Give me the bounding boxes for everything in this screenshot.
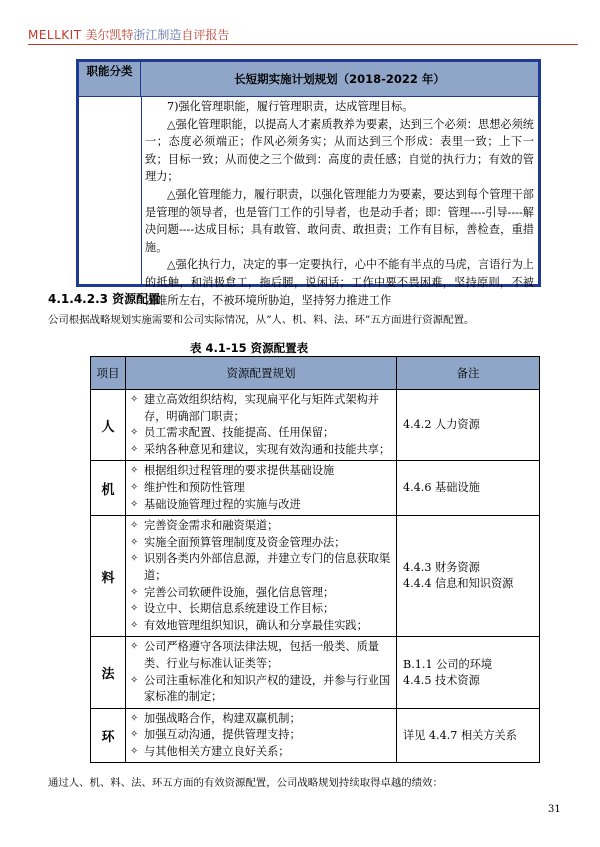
section-heading: 4.1.4.2.3 资源配置 [48,292,161,306]
resource-note-cell: 4.4.2 人力资源 [397,390,540,461]
resource-table-header-row [91,357,540,390]
plan-bullet-text: 公司严格遵守各项法律法规，包括一般类、质量类、行业与标准认证类等； [144,640,379,670]
diamond-bullet-icon: ✧ [130,712,139,724]
resource-plan-cell [126,637,397,708]
diamond-bullet-icon: ✧ [130,394,139,405]
brand-name-en: MELLKIT [28,28,82,42]
resource-table [90,356,540,763]
plan-bullet-text: 加强互动沟通，提供管理支持； [144,728,301,742]
resource-note-cell: 详见 4.4.7 相关方关系 [397,708,540,763]
brand-name-cn: 美尔凯特 [85,28,134,42]
plan-table-header [79,62,538,97]
resource-table-body [91,390,540,763]
diamond-bullet-icon: ✧ [130,465,139,477]
brand-name-accent: 浙江制造 [133,28,182,42]
resource-plan-cell [126,390,397,461]
diamond-bullet-icon: ✧ [130,443,139,455]
plan-bullet-text: 加强战略合作，构建双赢机制； [144,711,301,725]
brand-title [28,26,229,43]
table-row [91,390,540,461]
brand-suffix: 自评报告 [181,28,230,42]
plan-bullet [130,618,392,635]
diamond-bullet-icon: ✧ [130,641,139,653]
diamond-bullet-icon: ✧ [130,603,139,615]
plan-bullet-text: 完善资金需求和融资渠道； [144,519,279,533]
plan-col-plan-header: 长短期实施计划规划（2018-2022 年） [234,72,445,86]
plan-paragraph: △强化管理能力，履行职责，以强化管理能力为要素，要达到每个管理干部是管理的领导者，也是管门工作的引导者，也是动手者；即：管理----引导----解决问题----达成目标；具有敢管、敢问责、敢担责；工作有目标，善检查，重措施。 [145,187,534,254]
resource-note-cell: 4.4.3 财务资源 4.4.4 信息和知识资源 [397,516,540,637]
diamond-bullet-icon: ✧ [130,619,139,631]
plan-col-function-header: 职能分类 [79,62,141,96]
plan-bullet-text: 完善公司软硬件设施，强化信息管理； [144,585,335,599]
plan-bullet [130,425,392,442]
table-row [91,708,540,763]
resource-item-label: 料 [91,516,126,637]
table-caption: 表 4.1-15 资源配置表 [190,341,309,355]
diamond-bullet-icon: ✧ [130,498,139,510]
plan-bullet-text: 采纳各种意见和建议，实现有效沟通和技能共享； [144,442,391,456]
resource-item-label: 人 [91,390,126,461]
plan-bullet [130,535,392,552]
resource-item-label: 环 [91,708,126,763]
diamond-bullet-icon: ✧ [130,745,139,757]
plan-bullet-text: 基础设施管理过程的实施与改进 [144,497,301,511]
diamond-bullet-icon: ✧ [130,674,139,686]
diamond-bullet-icon: ✧ [130,586,139,598]
table-row [91,516,540,637]
diamond-bullet-icon: ✧ [130,520,139,532]
plan-bullet [130,727,392,744]
plan-bullet [130,585,392,602]
resource-plan-cell [126,516,397,637]
diamond-bullet-icon: ✧ [130,536,139,548]
plan-bullet [130,639,392,672]
plan-bullet [130,480,392,497]
plan-content-cell [145,98,534,307]
plan-bullet [130,497,392,514]
diamond-bullet-icon: ✧ [130,729,139,741]
resource-note-cell: 4.4.6 基础设施 [397,461,540,516]
plan-bullet-text: 实施全面预算管理制度及资金管理办法； [144,535,346,549]
page-header [28,4,578,45]
plan-bullet-text: 维护性和预防性管理 [144,480,245,494]
plan-bullet-text: 有效地管理组织知识，确认和分享最佳实践； [144,618,368,632]
plan-bullet-text: 公司注重标准化和知识产权的建设，并参与行业国家标准的制定； [144,673,391,704]
plan-bullet [130,463,392,480]
plan-bullet [130,551,392,584]
table-row [91,461,540,516]
resource-plan-cell [126,461,397,516]
plan-bullet [130,392,392,425]
diamond-bullet-icon: ✧ [130,553,139,565]
diamond-bullet-icon: ✧ [130,427,139,439]
plan-bullet-text: 与其他相关方建立良好关系； [144,744,290,758]
page-number: 31 [548,804,561,815]
plan-paragraph: △强化管理职能，以提高人才素质教养为要素，达到三个必须：思想必须统一；态度必须端正；作风必须务实；从而达到三个形成：表里一致；上下一致；目标一致；从而使之三个做到：高度的责任感；自觉的执行力；有效的管理力； [145,117,534,184]
resource-plan-cell [126,708,397,763]
plan-bullet-text: 建立高效组织结构，实现扁平化与矩阵式架构并存，明确部门职责； [144,393,379,423]
plan-bullet [130,518,392,535]
resource-item-label: 法 [91,637,126,708]
header-note: 备注 [397,357,540,390]
resource-item-label: 机 [91,461,126,516]
plan-bullet [130,673,392,706]
plan-bullet-text: 设立中、长期信息系统建设工作目标； [144,602,335,616]
plan-paragraph: 7)强化管理职能，履行管理职责，达成管理目标。 [167,100,414,113]
plan-paragraph: △强化执行力，决定的事一定要执行，心中不能有半点的马虎，言语行为上的抵触，和消极怠工，拖后腿，说闲话；工作中要不畏困难，坚持原则，不被困难所左右，不被环境所胁迫，坚持努力推进工作 [145,258,534,307]
plan-bullet [130,744,392,761]
diamond-bullet-icon: ✧ [130,481,139,493]
plan-bullet [130,711,392,728]
intro-paragraph: 公司根据战略规划实施需要和公司实际情况，从”人、机、料、法、环”五方面进行资源配置。 [48,314,475,326]
resource-note-cell: B.1.1 公司的环境 4.4.5 技术资源 [397,637,540,708]
closing-paragraph: 通过人、机、料、法、环五方面的有效资源配置，公司战略规划持续取得卓越的绩效： [48,777,443,789]
plan-bullet-text: 根据组织过程管理的要求提供基础设施 [144,464,335,478]
plan-bullet-text: 员工需求配置、技能提高、任用保留； [144,426,335,440]
header-plan: 资源配置规划 [126,357,397,390]
table-row [91,637,540,708]
plan-bullet [130,442,392,459]
plan-function-cell [79,96,142,284]
plan-bullet [130,601,392,618]
plan-bullet-text: 识别各类内外部信息源，并建立专门的信息获取渠道； [144,552,391,582]
header-item: 项目 [91,357,126,390]
